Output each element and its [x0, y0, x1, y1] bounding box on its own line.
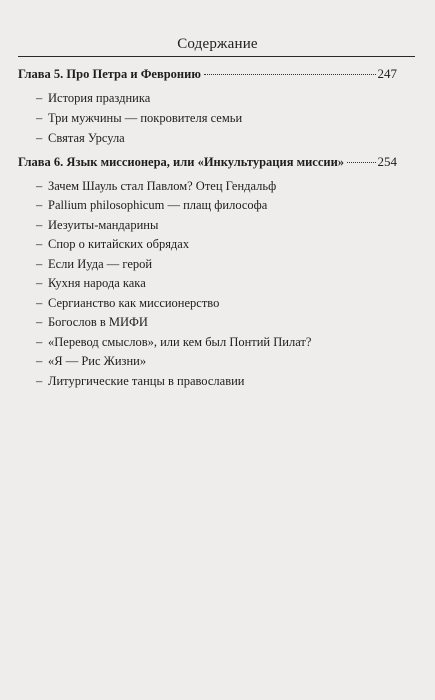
chapter-5-entry: [18, 66, 397, 82]
item-dash: –: [36, 354, 43, 368]
toc-item-label: «Перевод смыслов», или кем был Понтий Пилат?: [48, 335, 312, 349]
item-dash: –: [36, 111, 43, 125]
item-dash: –: [36, 237, 43, 251]
dot-leader: [347, 162, 375, 163]
toc-item: [36, 315, 148, 330]
item-dash: –: [36, 335, 43, 349]
toc-item: [36, 131, 125, 146]
item-dash: –: [36, 179, 43, 193]
toc-item-label: Если Иуда — герой: [48, 257, 153, 271]
toc-item: [36, 374, 244, 389]
item-dash: –: [36, 198, 43, 212]
toc-item: [36, 335, 311, 350]
toc-item: [36, 91, 150, 106]
toc-item: [36, 218, 158, 233]
toc-item-label: Сергианство как миссионерство: [48, 296, 220, 310]
toc-item-label: Три мужчины — покровителя семьи: [48, 111, 243, 125]
item-dash: –: [36, 91, 43, 105]
toc-item-label: История праздника: [48, 91, 151, 105]
toc-item-label: Зачем Шауль стал Павлом? Отец Гендальф: [48, 179, 277, 193]
toc-item: [36, 111, 242, 126]
toc-item: [36, 296, 219, 311]
toc-item: [36, 276, 146, 291]
toc-item-label: Литургические танцы в православии: [48, 374, 245, 388]
item-dash: –: [36, 218, 43, 232]
chapter-5-title: Глава 5. Про Петра и Февронию: [18, 67, 201, 81]
toc-item-label: Спор о китайских обрядах: [48, 237, 190, 251]
running-head: Содержание: [177, 36, 258, 52]
item-dash: –: [36, 257, 43, 271]
toc-item: [36, 179, 276, 194]
toc-item-label: «Я — Рис Жизни»: [48, 354, 147, 368]
chapter-6-title: Глава 6. Язык миссионера, или «Инкультурация миссии»: [18, 155, 345, 169]
chapter-5-page: 247: [377, 66, 397, 81]
item-dash: –: [36, 131, 43, 145]
toc-item-label: Святая Урсула: [48, 131, 125, 145]
toc-item: [36, 198, 267, 213]
item-dash: –: [36, 296, 43, 310]
dot-leader: [204, 74, 376, 75]
item-dash: –: [36, 276, 43, 290]
toc-item-label: Богослов в МИФИ: [48, 315, 148, 329]
item-dash: –: [36, 315, 43, 329]
toc-item: [36, 237, 189, 252]
toc-item: [36, 257, 152, 272]
toc-item-label: Pallium philosophicum — плащ философа: [48, 198, 268, 212]
toc-item-label: Кухня народа кака: [48, 276, 146, 290]
chapter-6-page: 254: [377, 154, 397, 169]
toc-item-label: Иезуиты-мандарины: [48, 218, 159, 232]
chapter-6-entry: [18, 154, 397, 170]
toc-item: [36, 354, 146, 369]
item-dash: –: [36, 374, 43, 388]
header-rule: [18, 56, 415, 57]
